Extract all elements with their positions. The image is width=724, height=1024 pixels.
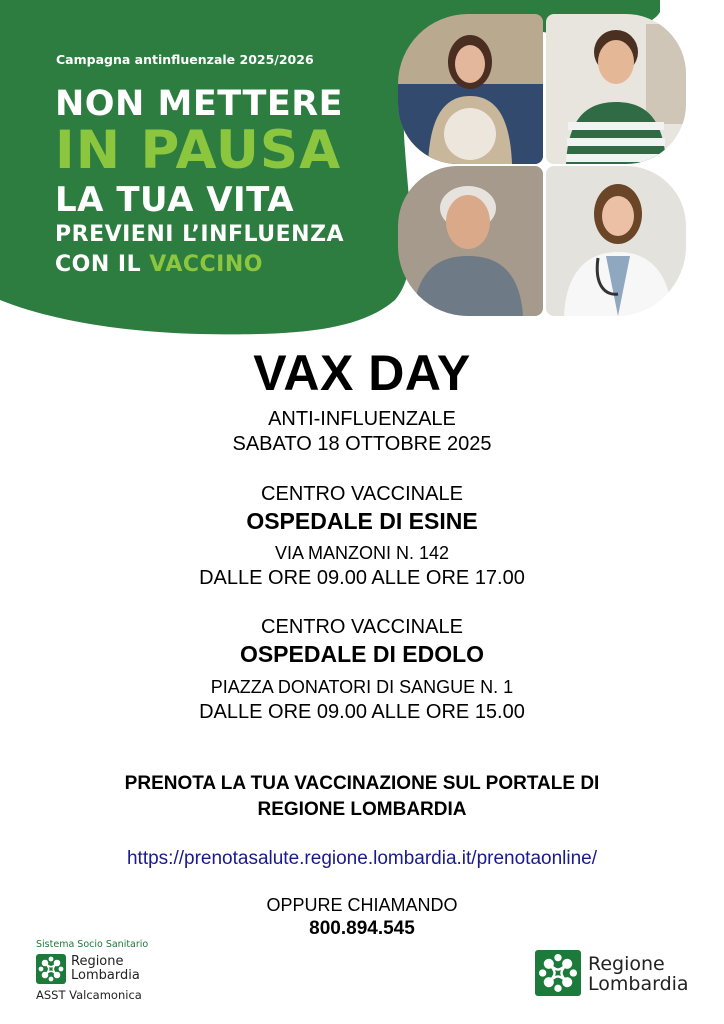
left-logo-name [71, 955, 140, 983]
phone-label: OPPURE CHIAMANDO [266, 895, 458, 915]
headline-line-5-accent: VACCINO [149, 252, 263, 277]
headline-line-4: PREVIENI L’INFLUENZA [55, 222, 345, 247]
asst-valcamonica-label: ASST Valcamonica [36, 988, 142, 1002]
center-1-name: OSPEDALE DI ESINE [246, 508, 478, 534]
campaign-label: Campagna antinfluenzale 2025/2026 [56, 52, 314, 67]
regione-lombardia-logo-icon [535, 950, 581, 996]
hero-banner [0, 0, 724, 340]
boy-photo [546, 14, 686, 164]
right-logo-name [588, 954, 689, 994]
right-logo-name-line-2: Lombardia [588, 973, 689, 995]
pregnant-woman-photo [398, 14, 543, 164]
booking-line-2: REGIONE LOMBARDIA [257, 799, 467, 820]
headline-line-1: NON METTERE [55, 84, 344, 124]
center-1-label: CENTRO VACCINALE [261, 483, 463, 505]
event-subtitle: ANTI-INFLUENZALE [268, 408, 456, 430]
center-1-hours: DALLE ORE 09.00 ALLE ORE 17.00 [199, 567, 525, 589]
elderly-man-photo [398, 166, 543, 316]
phone-number[interactable]: 800.894.545 [309, 918, 415, 939]
right-logo-name-line-1: Regione [588, 953, 665, 975]
headline-line-5 [55, 252, 263, 277]
center-2-address: PIAZZA DONATORI DI SANGUE N. 1 [210, 677, 514, 697]
left-logo-name-line-1: Regione [71, 954, 124, 969]
center-2-name: OSPEDALE DI EDOLO [239, 641, 485, 667]
female-doctor-photo [546, 166, 686, 316]
regione-lombardia-rosa-camuna-icon [36, 954, 66, 984]
center-2-hours: DALLE ORE 09.00 ALLE ORE 15.00 [199, 701, 525, 723]
center-2-label: CENTRO VACCINALE [261, 616, 463, 638]
headline-line-3: LA TUA VITA [55, 180, 295, 220]
booking-line-1: PRENOTA LA TUA VACCINAZIONE SUL PORTALE DI [124, 773, 600, 794]
booking-url-link[interactable]: https://prenotasalute.regione.lombardia.it/prenotaonline/ [126, 848, 598, 869]
event-title: VAX DAY [253, 345, 471, 401]
left-logo-name-line-2: Lombardia [71, 968, 140, 983]
sistema-socio-sanitario-label: Sistema Socio Sanitario [36, 939, 149, 950]
headline-line-2: IN PAUSA [55, 120, 342, 181]
headline-line-5-prefix: CON IL [55, 252, 150, 277]
event-date: SABATO 18 OTTOBRE 2025 [232, 433, 492, 455]
center-1-address: VIA MANZONI N. 142 [274, 543, 450, 563]
